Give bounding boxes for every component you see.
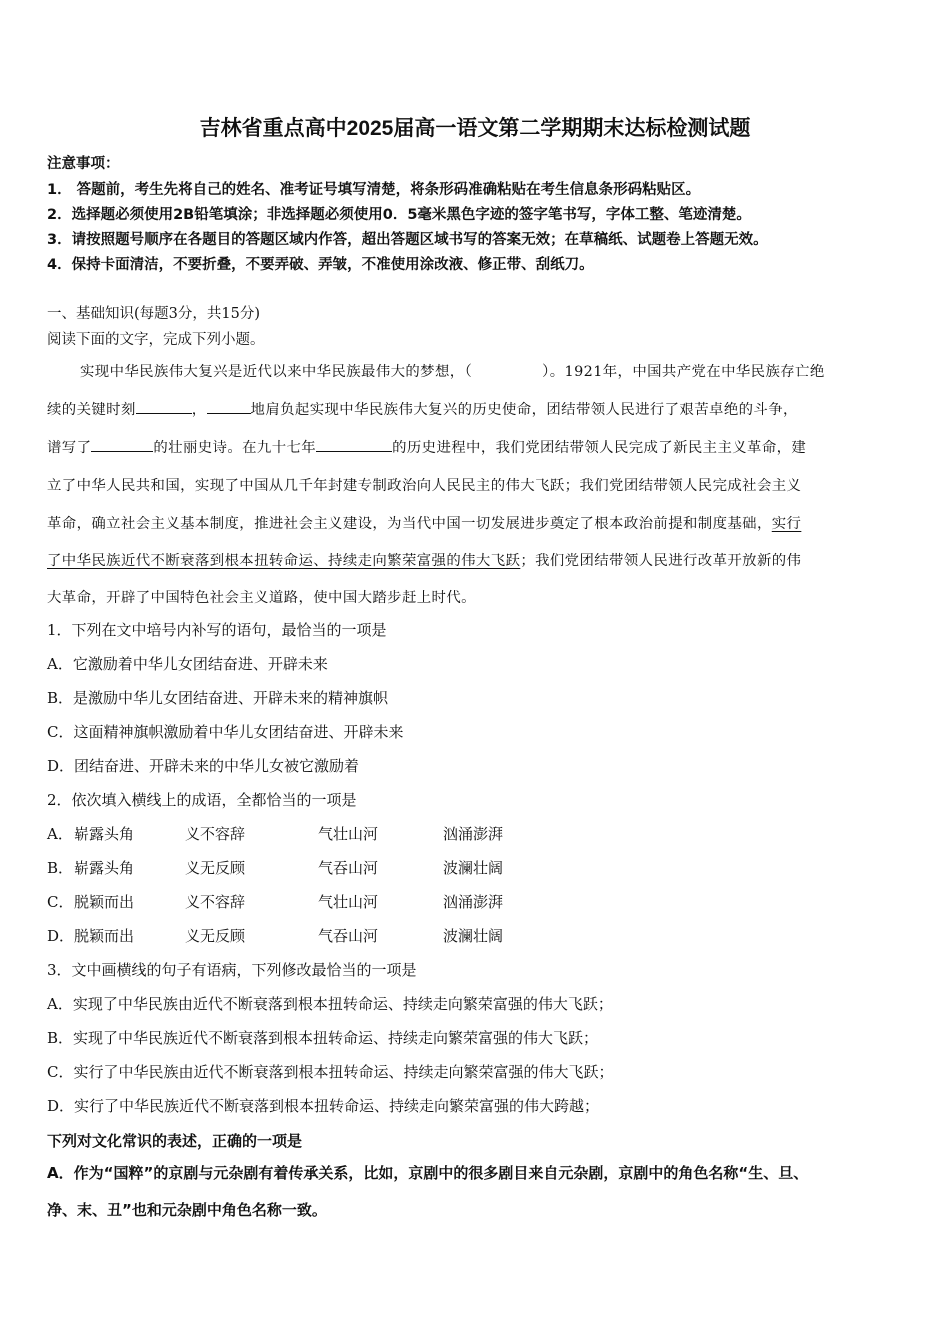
passage-text: 实现中华民族伟大复兴是近代以来中华民族最伟大的梦想，（ — [80, 364, 473, 380]
idiom: 气吞山河 — [318, 859, 379, 877]
idiom: 气壮山河 — [318, 893, 379, 911]
idiom: 汹涌澎湃 — [443, 825, 504, 843]
fill-blank — [91, 436, 153, 452]
passage-text: ）。1921年，中国共产党在中华民族存亡绝 — [542, 364, 825, 380]
page-title: 吉林省重点高中2025届高一语文第二学期期末达标检测试题 — [199, 117, 751, 140]
section-instruction: 阅读下面的文字，完成下列小题。 — [47, 332, 265, 348]
fill-blank — [316, 436, 392, 452]
notice-item: 3．请按照题号顺序在各题目的答题区域内作答，超出答题区域书写的答案无效；在草稿纸、试题卷上答题无效。 — [47, 232, 768, 248]
option-d: D．团结奋进、开辟未来的中华儿女被它激励着 — [47, 757, 360, 775]
notice-item: 2．选择题必须使用2B铅笔填涂；非选择题必须使用0．5毫米黑色字迹的签字笔书写，字体工整、笔迹清楚。 — [47, 207, 751, 223]
idiom: 崭露头角 — [74, 859, 135, 877]
passage-text: 地肩负起实现中华民族伟大复兴的历史使命，团结带领人民进行了艰苦卓绝的斗争， — [250, 402, 798, 419]
passage-line — [47, 512, 801, 533]
idiom: 义不容辞 — [185, 825, 246, 843]
idiom: 义无反顾 — [185, 927, 246, 945]
option-label: C． — [47, 893, 74, 911]
idiom: 波澜壮阔 — [443, 927, 504, 945]
idiom: 汹涌澎湃 — [443, 893, 504, 911]
option-c: C．这面精神旗帜激励着中华儿女团结奋进、开辟未来 — [47, 723, 404, 741]
option-row-a — [0, 823, 950, 847]
option-label: D． — [47, 927, 75, 945]
option-label: B． — [47, 859, 74, 877]
idiom: 气吞山河 — [318, 927, 379, 945]
option-b: B．实现了中华民族近代不断衰落到根本扭转命运、持续走向繁荣富强的伟大飞跃； — [47, 1029, 599, 1047]
idiom: 义无反顾 — [185, 859, 246, 877]
idiom: 义不容辞 — [185, 893, 246, 911]
passage-line — [47, 549, 801, 570]
idiom: 脱颖而出 — [74, 893, 135, 911]
passage-text: ；我们党团结带领人民进行改革开放新的伟 — [520, 553, 802, 569]
underlined-sentence: 了中华民族近代不断衰落到根本扭转命运、持续走向繁荣富强的伟大飞跃 — [47, 553, 521, 569]
underlined-sentence: 实行 — [771, 516, 802, 532]
option-a: A．作为“国粹”的京剧与元杂剧有着传承关系，比如，京剧中的很多剧目来自元杂剧，京剧中的角色名称“生、旦、 — [47, 1164, 809, 1182]
question-stem: 下列对文化常识的表述，正确的一项是 — [47, 1132, 303, 1150]
idiom: 脱颖而出 — [74, 927, 135, 945]
fill-blank — [136, 398, 192, 414]
option-row-d — [0, 925, 950, 949]
idiom: 崭露头角 — [74, 825, 135, 843]
option-a: A．它激励着中华儿女团结奋进、开辟未来 — [47, 655, 328, 673]
fill-blank — [207, 398, 251, 414]
question-stem: 3．文中画横线的句子有语病，下列修改最恰当的一项是 — [47, 961, 417, 979]
passage-line — [80, 360, 825, 381]
notice-item: 1． 答题前，考生先将自己的姓名、准考证号填写清楚，将条形码准确粘贴在考生信息条形码粘贴区。 — [47, 182, 701, 198]
question-stem: 2．依次填入横线上的成语，全都恰当的一项是 — [47, 791, 357, 809]
idiom: 气壮山河 — [318, 825, 379, 843]
passage-line — [47, 436, 806, 457]
passage-line: 立了中华人民共和国，实现了中国从几千年封建专制政治向人民民主的伟大飞跃；我们党团结带领人民完成社会主义 — [47, 478, 802, 494]
passage-line — [47, 398, 798, 419]
passage-line: 大革命，开辟了中国特色社会主义道路，使中国大踏步赶上时代。 — [47, 590, 476, 606]
option-row-c — [0, 891, 950, 915]
option-b: B．是激励中华儿女团结奋进、开辟未来的精神旗帜 — [47, 689, 389, 707]
option-d: D．实行了中华民族近代不断衰落到根本扭转命运、持续走向繁荣富强的伟大跨越； — [47, 1097, 600, 1115]
idiom: 波澜壮阔 — [443, 859, 504, 877]
option-a-continued: 净、末、丑”也和元杂剧中角色名称一致。 — [47, 1201, 327, 1219]
option-row-b — [0, 857, 950, 881]
option-a: A．实现了中华民族由近代不断衰落到根本扭转命运、持续走向繁荣富强的伟大飞跃； — [47, 995, 613, 1013]
notice-item: 4．保持卡面清洁，不要折叠，不要弄破、弄皱，不准使用涂改液、修正带、刮纸刀。 — [47, 257, 594, 273]
passage-text: 革命，确立社会主义基本制度，推进社会主义建设，为当代中国一切发展进步奠定了根本政治前提和制度基础， — [47, 516, 772, 532]
passage-text: 的壮丽史诗。在九十七年 — [153, 440, 317, 457]
notice-heading: 注意事项： — [47, 156, 120, 172]
passage-text: 续的关键时刻 — [47, 402, 136, 419]
option-label: A． — [47, 825, 73, 843]
question-stem: 1．下列在文中培号内补写的语句，最恰当的一项是 — [47, 621, 387, 639]
section-heading: 一、基础知识(每题3分，共15分) — [47, 306, 260, 322]
passage-text: ， — [191, 402, 207, 419]
passage-text: 的历史进程中，我们党团结带领人民完成了新民主主义革命，建 — [392, 440, 807, 457]
option-c: C．实行了中华民族由近代不断衰落到根本扭转命运、持续走向繁荣富强的伟大飞跃； — [47, 1063, 614, 1081]
passage-text: 谱写了 — [47, 440, 92, 457]
